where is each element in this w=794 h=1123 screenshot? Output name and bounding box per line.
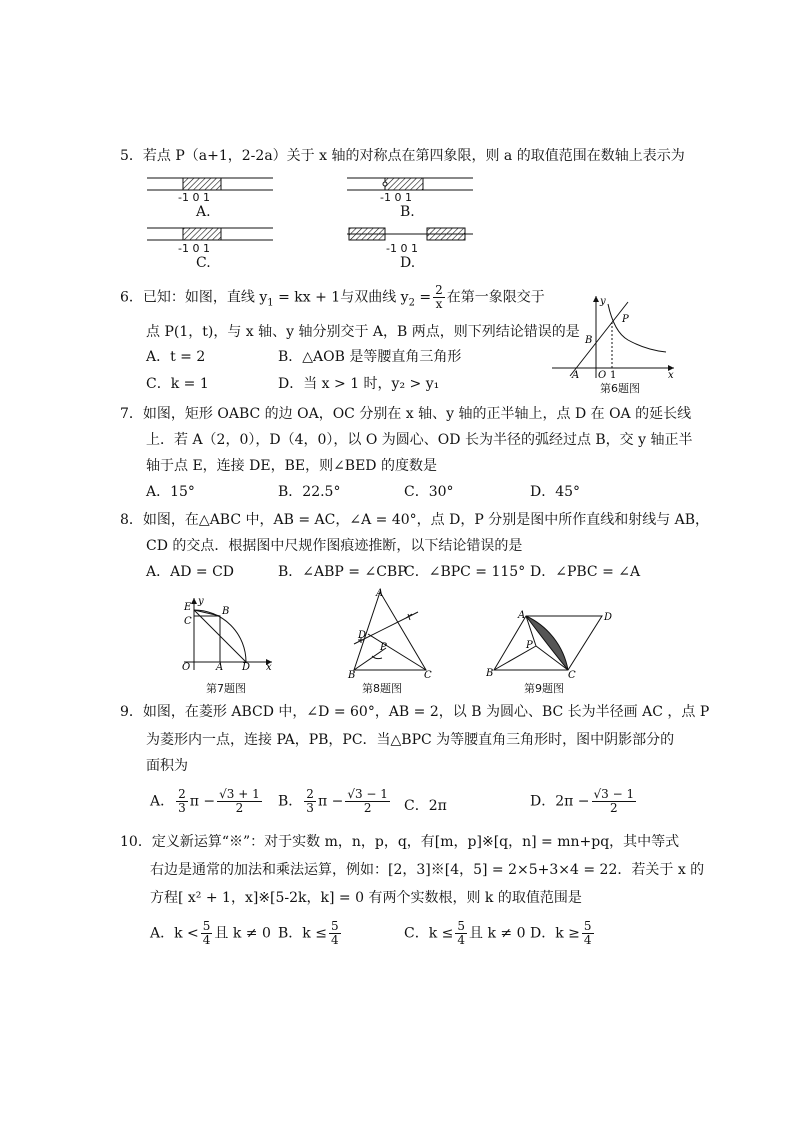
q7-option-b[interactable]: B．22.5° xyxy=(278,484,341,500)
q8-stem-line1 xyxy=(120,510,709,530)
q9-b-f2d: 2 xyxy=(363,801,372,815)
q6-fig-label-y: y xyxy=(600,296,606,307)
q10-d-num: 5 xyxy=(583,919,592,933)
q10-a-prefix: A．k < xyxy=(150,925,199,942)
q10-number: 10． xyxy=(120,834,152,850)
q9-text-1: 如图，在菱形 ABCD 中，∠D = 60°，AB = 2，以 B 为圆心、BC 长为半径画 AC ，点 P xyxy=(142,704,710,720)
q8-figure xyxy=(342,588,432,678)
q6-text-3: = xyxy=(414,289,432,306)
q10-option-c[interactable] xyxy=(404,920,526,947)
q9-option-c[interactable]: C．2π xyxy=(404,798,447,814)
q7-option-d[interactable]: D．45° xyxy=(530,484,581,500)
q6-fig-label-one: 1 xyxy=(610,370,617,380)
q7-fig-label-d: D xyxy=(242,662,251,673)
q10-b-den: 4 xyxy=(330,933,339,947)
q6-fig-label-x: x xyxy=(668,370,674,380)
q9-a-f2n: √3 + 1 xyxy=(219,787,260,801)
q9-stem-line3: 面积为 xyxy=(146,758,188,774)
q9-stem-line2: 为菱形内一点，连接 PA，PB，PC．当△BPC 为等腰直角三角形时，图中阴影部分的 xyxy=(146,732,675,748)
q6-text-4: 在第一象限交于 xyxy=(446,289,545,306)
q9-fig-label-b: B xyxy=(486,668,494,678)
q8-fig-label-c: C xyxy=(424,670,432,678)
q6-sub1: 1 xyxy=(267,297,274,309)
q10-text-1: 定义新运算“※”：对于实数 m，n，p，q，有[m，p]※[q，n] = mn+pq，其中等式 xyxy=(151,834,680,850)
q10-a-den: 4 xyxy=(202,933,211,947)
q8-number: 8． xyxy=(120,512,143,528)
q10-c-suffix: 且 k ≠ 0 xyxy=(469,925,526,942)
q10-c-frac xyxy=(455,920,467,947)
q6-fig-label-b: B xyxy=(585,335,593,346)
q10-a-suffix: 且 k ≠ 0 xyxy=(214,925,271,942)
q10-a-frac xyxy=(201,920,213,947)
q6-fig-label-p: P xyxy=(622,314,629,325)
q5-ticks-d: -1 0 1 xyxy=(386,242,418,255)
q10-option-a[interactable] xyxy=(150,920,271,947)
q5-label-c: C. xyxy=(196,255,211,271)
q9-fig-label-p: P xyxy=(526,640,533,651)
q6-option-d[interactable]: D．当 x > 1 时，y₂ > y₁ xyxy=(278,376,440,392)
q9-fig-label-a: A xyxy=(518,610,526,621)
q8-stem-line2: CD 的交点．根据图中尺规作图痕迹推断，以下结论错误的是 xyxy=(146,538,523,554)
q6-figure-caption: 第6题图 xyxy=(600,382,640,395)
q7-figure-caption: 第7题图 xyxy=(206,682,246,695)
q8-figure-caption: 第8题图 xyxy=(362,682,402,695)
q6-option-b[interactable]: B．△AOB 是等腰直角三角形 xyxy=(278,349,462,365)
q10-b-prefix: B．k ≤ xyxy=(278,925,327,942)
q8-option-c[interactable]: C．∠BPC = 115° xyxy=(404,564,526,580)
q9-option-d[interactable] xyxy=(530,788,638,815)
q6-stem-line2: 点 P(1，t)，与 x 轴、y 轴分别交于 A，B 两点，则下列结论错误的是 xyxy=(146,324,580,340)
q9-number: 9． xyxy=(120,704,143,720)
q6-fraction xyxy=(433,284,445,311)
q7-fig-label-a: A xyxy=(216,662,224,673)
q9-a-mid: π − xyxy=(189,793,216,810)
q10-c-prefix: C．k ≤ xyxy=(404,925,454,942)
q10-stem-line2: 右边是通常的加法和乘法运算，例如：[2，3]※[4，5] = 2×5+3×4 = 22．若关于 x 的 xyxy=(150,862,705,878)
q9-b-prefix: B． xyxy=(278,793,303,810)
q7-option-a[interactable]: A．15° xyxy=(146,484,195,500)
q9-d-f2n: √3 − 1 xyxy=(593,787,635,801)
q7-text-1: 如图，矩形 OABC 的边 OA，OC 分别在 x 轴、y 轴的正半轴上，点 D 在 OA 的延长线 xyxy=(142,406,692,422)
q9-figure-caption: 第9题图 xyxy=(524,682,564,695)
q5-label-b: B. xyxy=(400,204,415,220)
q10-d-frac xyxy=(582,920,594,947)
q7-fig-label-o: O xyxy=(182,662,191,673)
q5-ticks-a: -1 0 1 xyxy=(178,191,210,204)
q7-stem-line3: 轴于点 E，连接 DE，BE，则∠BED 的度数是 xyxy=(146,458,437,474)
q7-fig-label-y: y xyxy=(198,596,204,607)
q6-frac-den: x xyxy=(435,297,443,311)
q9-b-f1n: 2 xyxy=(306,787,314,801)
q6-option-a[interactable]: A．t = 2 xyxy=(146,349,206,365)
q8-fig-label-a: A xyxy=(376,588,384,599)
q10-option-b[interactable] xyxy=(278,920,343,947)
q10-option-d[interactable] xyxy=(530,920,596,947)
q9-b-mid: π − xyxy=(317,793,344,810)
q8-text-1: 如图，在△ABC 中，AB = AC，∠A = 40°，点 D，P 分别是图中所作直线和射线与 AB， xyxy=(142,512,710,528)
q9-b-f1d: 3 xyxy=(306,801,314,815)
q5-numberline-c xyxy=(145,222,275,252)
q9-a-f1n: 2 xyxy=(178,787,186,801)
q9-fig-label-d: D xyxy=(604,612,613,623)
q10-b-frac xyxy=(329,920,341,947)
q7-fig-label-c: C xyxy=(184,616,192,627)
q6-stem-line1 xyxy=(120,284,545,313)
q8-fig-label-d: D xyxy=(358,630,367,641)
q5-stem xyxy=(120,146,685,166)
q9-d-f2d: 2 xyxy=(610,801,618,815)
q5-ticks-b: -1 0 1 xyxy=(380,191,412,204)
q5-label-d: D. xyxy=(400,255,416,271)
q9-option-b[interactable] xyxy=(278,788,392,815)
q10-stem-line3: 方程[ x² + 1，x]※[5-2k，k] = 0 有两个实数根，则 k 的取值范围是 xyxy=(150,890,582,906)
q6-fig-label-o: O xyxy=(598,370,607,380)
q9-a-prefix: A． xyxy=(150,793,175,810)
q9-figure xyxy=(486,608,626,678)
q6-text-1: 已知：如图，直线 y xyxy=(142,289,268,306)
q8-option-a[interactable]: A．AD = CD xyxy=(146,564,235,580)
q9-a-frac2 xyxy=(217,788,262,815)
q6-number: 6． xyxy=(120,289,143,306)
q9-stem-line1 xyxy=(120,702,709,722)
q9-b-f2n: √3 − 1 xyxy=(347,787,388,801)
q7-option-c[interactable]: C．30° xyxy=(404,484,454,500)
q7-fig-label-e: E xyxy=(184,602,192,613)
q6-sub2: 2 xyxy=(408,297,415,309)
q10-d-prefix: D．k ≥ xyxy=(530,925,580,942)
q9-b-frac2 xyxy=(345,788,390,815)
q9-d-frac xyxy=(592,788,637,815)
q5-ticks-c: -1 0 1 xyxy=(178,242,210,255)
q9-a-frac1 xyxy=(176,788,188,815)
q5-label-a: A. xyxy=(196,204,211,220)
q10-c-num: 5 xyxy=(457,919,466,933)
q9-b-frac1 xyxy=(304,788,316,815)
q5-number: 5． xyxy=(120,148,143,164)
q8-fig-label-p: P xyxy=(380,642,387,653)
q7-fig-label-b: B xyxy=(222,606,230,617)
q10-a-num: 5 xyxy=(202,919,211,933)
q9-d-prefix: D．2π − xyxy=(530,793,590,810)
q6-frac-num: 2 xyxy=(435,283,443,297)
q9-fig-label-c: C xyxy=(568,670,576,678)
q8-option-b[interactable]: B．∠ABP = ∠CBP xyxy=(278,564,407,580)
q6-fig-label-a: A xyxy=(572,370,580,380)
q9-option-a[interactable] xyxy=(150,788,264,815)
q7-number: 7． xyxy=(120,406,143,422)
q10-stem-line1 xyxy=(120,832,679,852)
q9-a-f1d: 3 xyxy=(178,801,186,815)
q6-text-2: = kx + 1与双曲线 y xyxy=(273,289,409,306)
q7-stem-line2: 上．若 A（2，0），D（4，0），以 O 为圆心、OD 长为半径的弧经过点 B，交 y 轴正半 xyxy=(146,432,693,448)
q7-fig-label-x: x xyxy=(266,662,272,673)
q7-stem-line1 xyxy=(120,404,691,424)
q8-option-d[interactable]: D．∠PBC = ∠A xyxy=(530,564,641,580)
q6-option-c[interactable]: C．k = 1 xyxy=(146,376,209,392)
q7-figure xyxy=(176,594,276,676)
q5-text: 若点 P（a+1，2-2a）关于 x 轴的对称点在第四象限，则 a 的取值范围在数轴上表示为 xyxy=(142,148,685,164)
q10-c-den: 4 xyxy=(457,933,466,947)
q6-figure xyxy=(548,292,678,380)
q8-fig-label-b: B xyxy=(348,670,356,678)
q9-a-f2d: 2 xyxy=(235,801,244,815)
q10-b-num: 5 xyxy=(330,919,339,933)
q10-d-den: 4 xyxy=(583,933,592,947)
